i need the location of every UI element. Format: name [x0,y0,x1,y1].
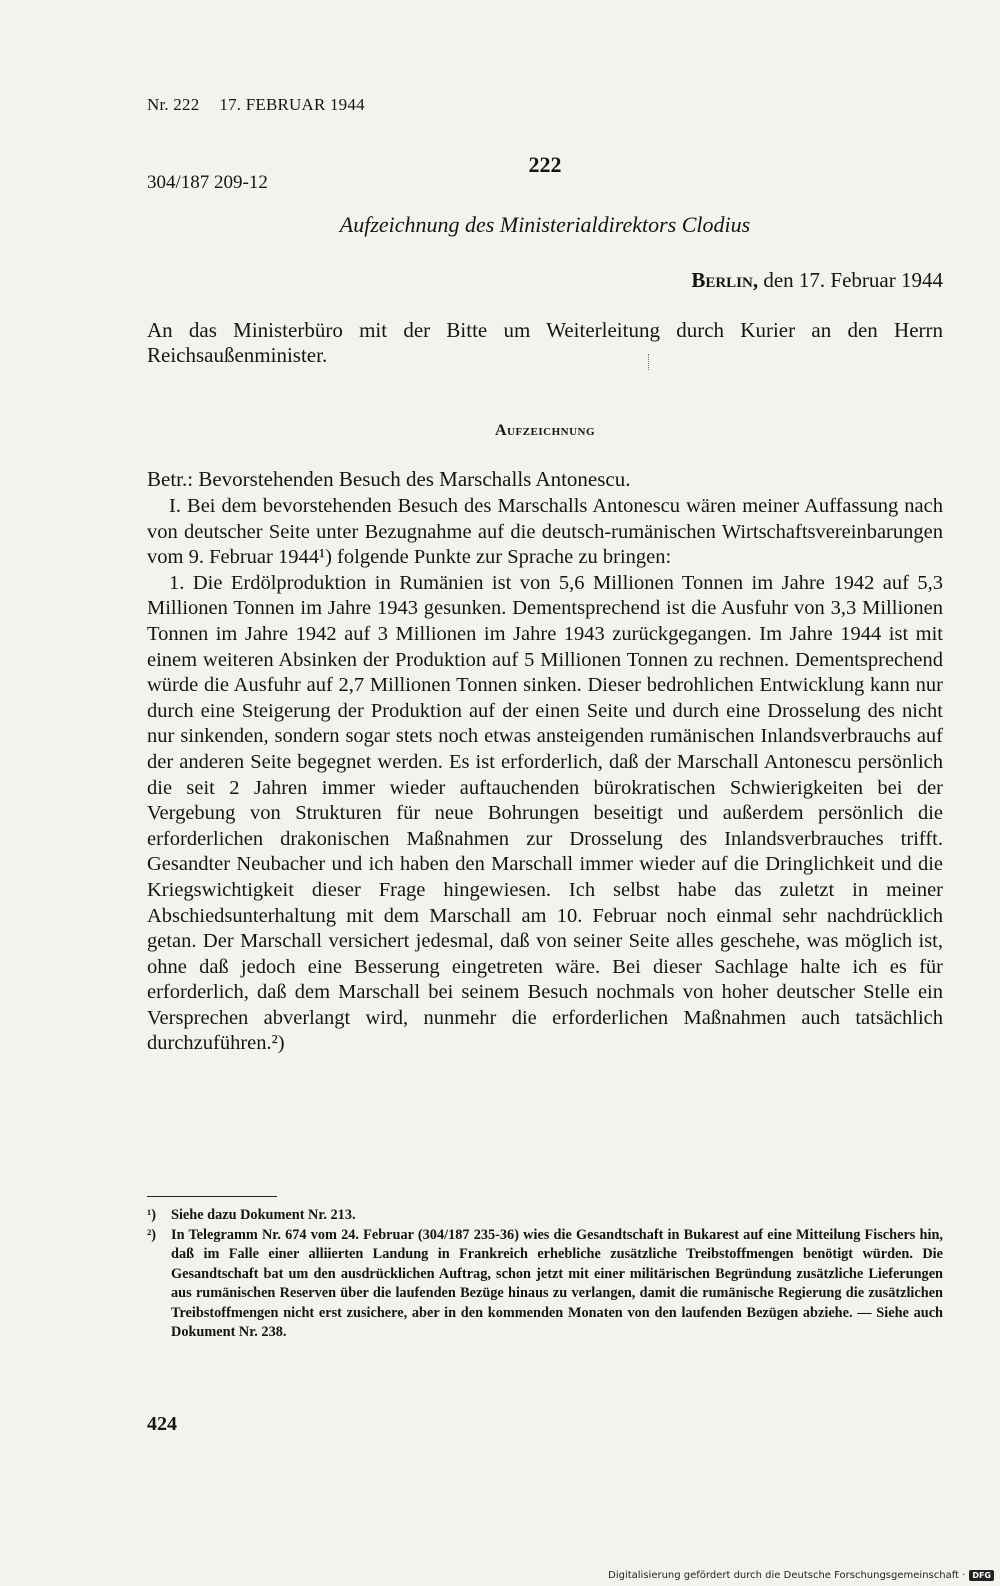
footnote [147,1226,943,1343]
paragraph: 1. Die Erdölproduktion in Rumänien ist von 5,6 Millionen Tonnen im Jahre 1942 auf 5,3 Millionen Tonnen im Jahre 1943 gesunken. Dementsprechend ist die Ausfuhr von 3,3 Millionen Tonnen im Jahre 1942 auf 3 Millionen im Jahre 1943 zurückgegangen. Im Jahre 1944 ist mit einem weiteren Absinken der Produktion auf 5 Millionen Tonnen zu rechnen. Dementsprechend würde die Ausfuhr auf 2,7 Millionen Tonnen sinken. Dieser bedrohlichen Entwicklung kann nur durch eine Steigerung der Produktion auf der einen Seite und durch eine Drosselung des nicht nur sinkenden, sondern sogar stets noch etwas ansteigenden rumänischen Inlandsverbrauchs auf der anderen Seite begegnet werden. Es ist erforderlich, daß der Marschall Antonescu persönlich die seit 2 Jahren immer wieder auftauchenden bürokratischen Schwierigkeiten bei der Vergebung von Strukturen für neue Bohrungen beseitigt und außerdem persönlich die erforderlichen drakonischen Maßnahmen zur Drosselung des Inlandsverbrauches trifft. Gesandter Neubacher und ich haben den Marschall immer wieder auf die Dringlichkeit und die Kriegswichtigkeit dieser Frage hingewiesen. Ich selbst habe das zuletzt in meiner Abschiedsunterhaltung mit dem Marschall am 10. Februar noch einmal sehr nachdrücklich getan. Der Marschall versichert jedesmal, daß von seiner Seite alles geschehe, was möglich ist, ohne daß jedoch eine Besserung eingetreten wäre. Bei dieser Sachlage halte ich es für erforderlich, daß dem Marschall bei seinem Besuch nochmals von hoher deutscher Stelle ein Versprechen abverlangt wird, nunmehr die erforderlichen Maßnahmen auch tatsächlich durchzuführen.²) [147,571,943,1055]
body-text [147,494,943,1057]
dateline-place: Berlin, [691,268,759,292]
footnote-text: In Telegramm Nr. 674 vom 24. Februar (304/187 235-36) wies die Gesandtschaft in Bukarest auf eine Mitteilung Fischers hin, daß im Falle einer alliierten Landung in Frankreich erhebliche zusätzliche Treibstoffmengen benötigt würden. Die Gesandtschaft bat um den ausdrücklichen Auftrag, schon jetzt mit einer militärischen Begründung zusätzliche Lieferungen aus rumänischen Reserven über die laufenden Bezüge hinaus zu verlangen, damit die rumänische Regierung die zusätzlichen Treibstoffmengen nicht erst zusichere, aber in den kommenden Monaten von den laufenden Bezügen abziehe. — Siehe auch Dokument Nr. 238. [171,1226,943,1340]
running-header [147,95,365,115]
credit-text: Digitalisierung gefördert durch die Deutsche Forschungsgemeinschaft · [608,1570,966,1581]
digitization-credit [608,1570,994,1581]
margin-mark [648,354,651,370]
section-heading: Aufzeichnung [494,422,596,439]
header-date: 17. FEBRUAR 1944 [219,95,365,114]
document-number: 222 [528,152,562,177]
dateline [691,268,943,293]
dateline-date: den 17. Februar 1944 [763,268,943,292]
page-number: 424 [147,1413,177,1435]
footnote [147,1206,943,1226]
archive-reference: 304/187 209-12 [147,172,268,193]
dfg-logo: DFG [969,1570,994,1581]
footnote-divider [147,1196,277,1197]
document-title: Aufzeichnung des Ministerialdirektors Clodius [339,212,751,237]
footnote-marker: ¹) [147,1207,157,1223]
footnotes [147,1206,943,1343]
paragraph: I. Bei dem bevorstehenden Besuch des Marschalls Antonescu wären meiner Auffassung nach von deutscher Seite unter Bezugnahme auf die deutsch-rumänischen Wirtschaftsvereinbarungen vom 9. Februar 1944¹) folgende Punkte zur Sprache zu bringen: [147,495,943,569]
header-doc-number: Nr. 222 [147,95,200,114]
footnote-text: Siehe dazu Dokument Nr. 213. [171,1207,356,1223]
subject-line: Betr.: Bevorstehenden Besuch des Marschalls Antonescu. [147,467,631,491]
address-line: An das Ministerbüro mit der Bitte um Weiterleitung durch Kurier an den Herrn Reichsaußenminister. [147,318,943,367]
footnote-marker: ²) [147,1226,157,1243]
